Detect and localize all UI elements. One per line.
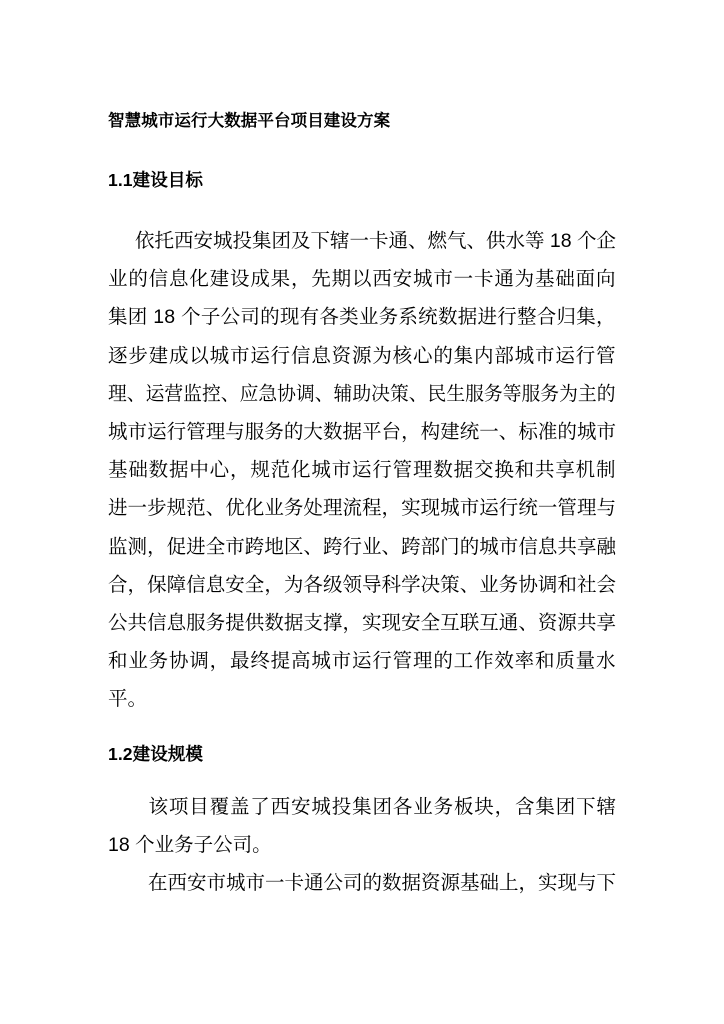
body-line [108, 222, 616, 260]
body-line-text: 和业务协调，最终提高城市运行管理的工作效率和质量水 [108, 650, 617, 673]
body-line [108, 788, 616, 826]
body-line-text: 平。 [108, 688, 148, 711]
body-line [108, 489, 616, 527]
first-line-indent [108, 864, 148, 902]
body-line-text: 业的信息化建设成果，先期以西安城市一卡通为基础面向 [108, 268, 617, 291]
body-line [108, 642, 616, 680]
section-heading-1-1: 1.1建设目标 [108, 170, 204, 190]
body-line-text: 在西安市城市一卡通公司的数据资源基础上，实现与下 [147, 872, 616, 894]
paragraph-build-scale-a [108, 788, 616, 864]
body-line-text: 公共信息服务提供数据支撑，实现安全互联互通、资源共享 [108, 611, 617, 634]
body-line-text: 集团 18 个子公司的现有各类业务系统数据进行整合归集， [108, 306, 616, 329]
body-line-text: 合，保障信息安全，为各级领导科学决策、业务协调和社会 [108, 573, 617, 596]
body-line [108, 298, 616, 336]
body-line [108, 337, 616, 375]
body-line-text: 依托西安城投集团及下辖一卡通、燃气、供水等 18 个企 [134, 230, 616, 252]
body-line-text: 18 个业务子公司。 [108, 834, 272, 857]
body-line-text: 城市运行管理与服务的大数据平台，构建统一、标准的城市 [108, 420, 617, 443]
body-line [108, 528, 616, 566]
body-line-text: 基础数据中心，规范化城市运行管理数据交换和共享机制 [108, 459, 617, 482]
body-line-text: 监测，促进全市跨地区、跨行业、跨部门的城市信息共享融 [108, 535, 617, 558]
first-line-indent [108, 222, 135, 260]
body-line [108, 260, 616, 298]
body-line-text: 理、运营监控、应急协调、辅助决策、民生服务等服务为主的 [108, 382, 616, 405]
body-line [108, 566, 616, 604]
body-line [108, 680, 616, 718]
body-line-text: 该项目覆盖了西安城投集团各业务板块，含集团下辖 [148, 796, 617, 818]
body-line [108, 604, 616, 642]
first-line-indent [108, 788, 148, 826]
body-line-text: 进一步规范、优化业务处理流程，实现城市运行统一管理与 [108, 497, 617, 520]
body-line-text: 逐步建成以城市运行信息资源为核心的集内部城市运行管 [108, 344, 617, 367]
page-title: 智慧城市运行大数据平台项目建设方案 [108, 112, 391, 130]
paragraph-build-scale-b [108, 864, 616, 902]
body-line [108, 826, 616, 864]
body-line [108, 413, 616, 451]
paragraph-build-goal [108, 222, 616, 718]
body-line [108, 451, 616, 489]
body-line [108, 864, 616, 902]
body-line [108, 375, 616, 413]
section-heading-1-2: 1.2建设规模 [108, 744, 204, 764]
